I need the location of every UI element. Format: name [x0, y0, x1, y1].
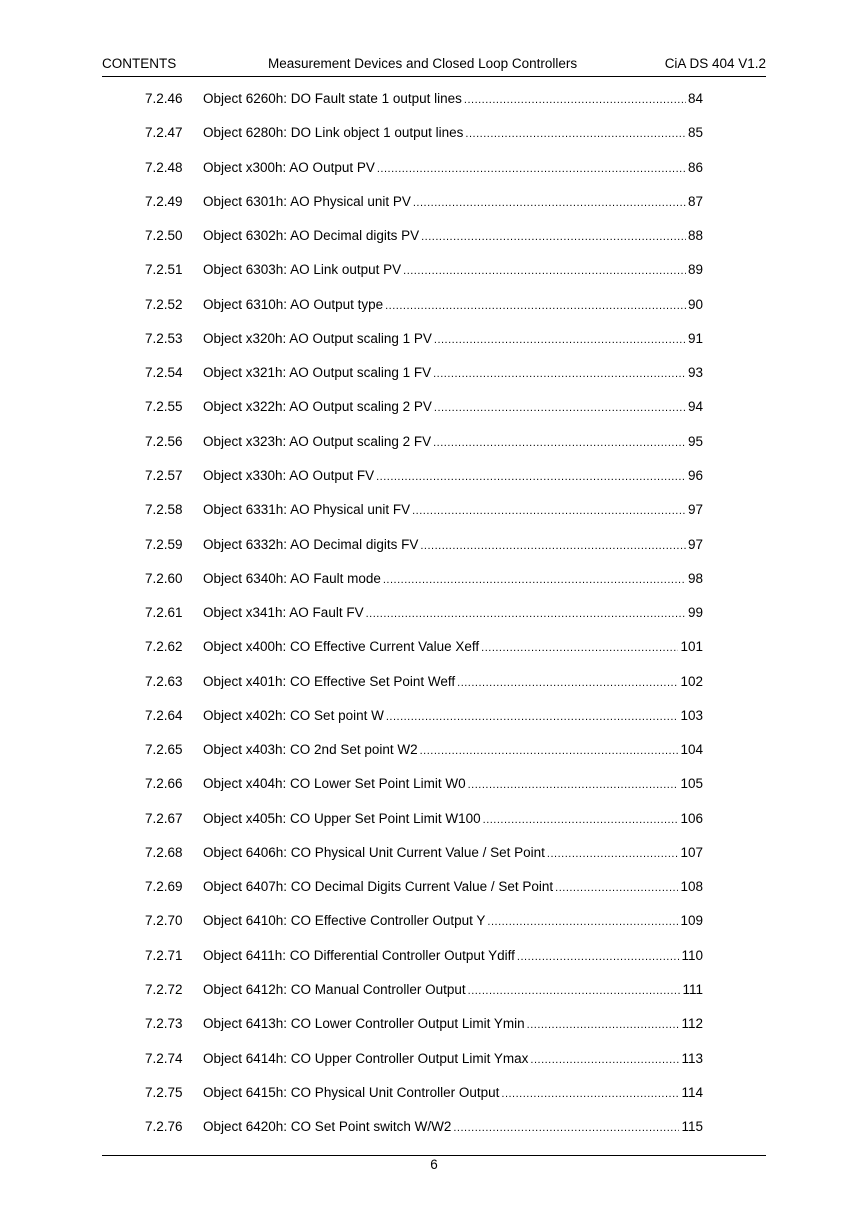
toc-dot-leader [413, 193, 686, 213]
toc-entry-page: 108 [680, 879, 703, 895]
toc-entry[interactable] [0, 1014, 868, 1034]
toc-entry-page: 115 [681, 1119, 703, 1135]
toc-entry-page: 90 [687, 296, 703, 312]
toc-dot-leader [420, 536, 686, 556]
toc-entry[interactable] [0, 158, 868, 178]
toc-entry[interactable] [0, 946, 868, 966]
toc-entry-title: Object 6260h: DO Fault state 1 output lines [203, 91, 462, 106]
toc-entry-page: 110 [681, 947, 703, 963]
toc-entry-page: 94 [687, 399, 703, 415]
toc-entry-page: 112 [681, 1016, 703, 1032]
toc-entry-page: 87 [687, 193, 703, 209]
toc-entry[interactable] [0, 637, 868, 657]
toc-entry-title: Object 6412h: CO Manual Controller Output [203, 982, 466, 998]
toc-entry-title: Object x405h: CO Upper Set Point Limit W100 [203, 810, 481, 826]
toc-entry-page: 86 [687, 159, 703, 175]
toc-entry-page: 84 [687, 91, 703, 106]
toc-entry-page: 105 [680, 776, 703, 792]
toc-entry[interactable] [0, 774, 868, 794]
toc-entry-page: 109 [680, 913, 703, 929]
toc-dot-leader [555, 878, 678, 898]
toc-entry-line [203, 843, 703, 864]
toc-entry[interactable] [0, 123, 868, 143]
toc-entry-number: 7.2.51 [145, 262, 183, 278]
toc-entry[interactable] [0, 911, 868, 931]
toc-dot-leader [481, 638, 678, 658]
toc-entry-title: Object 6332h: AO Decimal digits FV [203, 536, 419, 552]
toc-entry-title: Object 6331h: AO Physical unit FV [203, 502, 411, 518]
page-header [102, 56, 766, 76]
toc-entry-line [203, 911, 703, 932]
toc-entry-line [203, 123, 703, 144]
toc-entry-title: Object 6410h: CO Effective Controller Output Y [203, 913, 486, 929]
toc-dot-leader [547, 844, 679, 864]
toc-entry-number: 7.2.58 [145, 502, 183, 518]
toc-entry-line [203, 226, 703, 247]
toc-entry-line [203, 363, 703, 384]
toc-entry-page: 98 [687, 570, 703, 586]
toc-entry-page: 97 [687, 536, 703, 552]
toc-dot-leader [465, 124, 686, 144]
toc-dot-leader [377, 159, 686, 179]
page-number: 6 [430, 1157, 438, 1172]
toc-entry-line [203, 809, 703, 830]
toc-entry-line [203, 637, 703, 658]
toc-entry-line [203, 569, 703, 590]
toc-entry-title: Object x341h: AO Fault FV [203, 605, 364, 621]
toc-entry[interactable] [0, 260, 868, 280]
toc-entry[interactable] [0, 535, 868, 555]
toc-entry-title: Object 6280h: DO Link object 1 output lines [203, 125, 464, 141]
header-divider [102, 76, 766, 77]
toc-entry-page: 104 [680, 742, 703, 758]
toc-entry-number: 7.2.47 [145, 125, 183, 141]
toc-entry-title: Object 6407h: CO Decimal Digits Current Value / Set Point [203, 879, 554, 895]
toc-dot-leader [468, 981, 681, 1001]
toc-dot-leader [457, 673, 678, 693]
header-document-title: Measurement Devices and Closed Loop Controllers [268, 56, 578, 71]
toc-entry-number: 7.2.63 [145, 673, 183, 689]
toc-entry-page: 95 [687, 433, 703, 449]
toc-entry-line [203, 466, 703, 487]
toc-entry-page: 88 [687, 228, 703, 244]
toc-entry-page: 85 [687, 125, 703, 141]
toc-dot-leader [385, 296, 686, 316]
toc-entry-page: 106 [680, 810, 703, 826]
toc-entry-number: 7.2.55 [145, 399, 183, 415]
toc-entry-page: 111 [682, 982, 703, 998]
toc-dot-leader [366, 604, 686, 624]
toc-entry[interactable] [0, 1117, 868, 1137]
toc-entry-title: Object x300h: AO Output PV [203, 159, 375, 175]
toc-entry-number: 7.2.52 [145, 296, 183, 312]
toc-entry-title: Object x401h: CO Effective Set Point Weff [203, 673, 456, 689]
toc-entry-title: Object x322h: AO Output scaling 2 PV [203, 399, 432, 415]
toc-entry[interactable] [0, 740, 868, 760]
toc-dot-leader [501, 1084, 679, 1104]
toc-entry-page: 102 [680, 673, 703, 689]
toc-entry-number: 7.2.48 [145, 159, 183, 175]
toc-entry-number: 7.2.57 [145, 467, 183, 483]
toc-dot-leader [527, 1015, 680, 1035]
toc-entry-line [203, 740, 703, 761]
toc-entry-title: Object x403h: CO 2nd Set point W2 [203, 742, 418, 758]
toc-entry-line [203, 980, 703, 1001]
toc-entry[interactable] [0, 363, 868, 383]
toc-entry-title: Object x402h: CO Set point W [203, 707, 384, 723]
toc-dot-leader [517, 947, 680, 967]
toc-entry[interactable] [0, 295, 868, 315]
toc-entry-title: Object 6303h: AO Link output PV [203, 262, 402, 278]
toc-entry-line [203, 706, 703, 727]
toc-entry-line [203, 877, 703, 898]
toc-dot-leader [433, 364, 686, 384]
toc-entry-line [203, 1014, 703, 1035]
toc-entry[interactable] [0, 89, 868, 109]
toc-entry-number: 7.2.66 [145, 776, 183, 792]
toc-entry-line [203, 329, 703, 350]
toc-dot-leader [468, 775, 679, 795]
toc-entry[interactable] [0, 672, 868, 692]
toc-entry-number: 7.2.68 [145, 844, 183, 860]
toc-entry[interactable] [0, 1083, 868, 1103]
toc-entry-line [203, 397, 703, 418]
toc-entry-number: 7.2.75 [145, 1084, 183, 1100]
toc-entry-number: 7.2.50 [145, 228, 183, 244]
toc-entry-page: 91 [687, 330, 703, 346]
toc-entry-line [203, 432, 703, 453]
toc-entry[interactable] [0, 569, 868, 589]
toc-entry[interactable] [0, 192, 868, 212]
header-document-id: CiA DS 404 V1.2 [664, 56, 766, 71]
toc-entry-title: Object 6414h: CO Upper Controller Output Limit Ymax [203, 1050, 529, 1066]
toc-entry-number: 7.2.46 [145, 91, 183, 106]
toc-entry[interactable] [0, 397, 868, 417]
toc-dot-leader [376, 467, 686, 487]
toc-entry-title: Object 6310h: AO Output type [203, 296, 384, 312]
toc-entry-number: 7.2.69 [145, 879, 183, 895]
toc-entry-number: 7.2.72 [145, 982, 183, 998]
toc-dot-leader [434, 398, 686, 418]
toc-entry-line [203, 89, 703, 110]
toc-dot-leader [403, 261, 686, 281]
toc-entry-title: Object x400h: CO Effective Current Value Xeff [203, 639, 480, 655]
toc-entry-line [203, 774, 703, 795]
toc-entry-number: 7.2.70 [145, 913, 183, 929]
toc-entry[interactable] [0, 603, 868, 623]
toc-entry-number: 7.2.56 [145, 433, 183, 449]
toc-entry-line [203, 672, 703, 693]
toc-entry-number: 7.2.64 [145, 707, 183, 723]
toc-entry-page: 113 [681, 1050, 703, 1066]
toc-entry-title: Object 6413h: CO Lower Controller Output Limit Ymin [203, 1016, 525, 1032]
toc-entry-line [203, 946, 703, 967]
toc-entry[interactable] [0, 500, 868, 520]
toc-dot-leader [487, 912, 678, 932]
toc-entry[interactable] [0, 980, 868, 1000]
toc-dot-leader [420, 741, 679, 761]
toc-entry-page: 101 [680, 639, 703, 655]
toc-entry-title: Object 6406h: CO Physical Unit Current Value / Set Point [203, 844, 545, 860]
toc-entry-page: 99 [687, 605, 703, 621]
toc-entry-line [203, 603, 703, 624]
toc-entry-line [203, 260, 703, 281]
toc-entry-number: 7.2.76 [145, 1119, 183, 1135]
toc-entry-title: Object x323h: AO Output scaling 2 FV [203, 433, 432, 449]
toc-entry-number: 7.2.65 [145, 742, 183, 758]
toc-entry-title: Object 6301h: AO Physical unit PV [203, 193, 411, 209]
toc-entry[interactable] [0, 329, 868, 349]
toc-entry[interactable] [0, 432, 868, 452]
toc-entry[interactable] [0, 466, 868, 486]
toc-entry-title: Object x321h: AO Output scaling 1 FV [203, 365, 432, 381]
toc-entry-page: 114 [681, 1084, 703, 1100]
toc-entry-number: 7.2.60 [145, 570, 183, 586]
header-section-label: CONTENTS [102, 56, 177, 71]
toc-entry-line [203, 158, 703, 179]
toc-entry-number: 7.2.59 [145, 536, 183, 552]
toc-entry-line [203, 1117, 703, 1138]
toc-entry-number: 7.2.67 [145, 810, 183, 826]
toc-entry-page: 96 [687, 467, 703, 483]
toc-dot-leader [453, 1118, 679, 1138]
toc-entry[interactable] [0, 843, 868, 863]
toc-entry-number: 7.2.49 [145, 193, 183, 209]
toc-dot-leader [464, 90, 686, 110]
toc-entry[interactable] [0, 809, 868, 829]
toc-entry-title: Object x330h: AO Output FV [203, 467, 375, 483]
toc-entry[interactable] [0, 226, 868, 246]
toc-entry-line [203, 295, 703, 316]
footer-divider [102, 1155, 766, 1156]
toc-dot-leader [433, 433, 686, 453]
toc-entry-title: Object 6340h: AO Fault mode [203, 570, 381, 586]
toc-entry-line [203, 500, 703, 521]
toc-dot-leader [412, 501, 686, 521]
toc-entry-number: 7.2.74 [145, 1050, 183, 1066]
toc-entry-title: Object x320h: AO Output scaling 1 PV [203, 330, 432, 346]
toc-entry-line [203, 1049, 703, 1070]
toc-entry-title: Object 6411h: CO Differential Controller Output Ydiff [203, 947, 515, 963]
toc-entry-number: 7.2.71 [145, 947, 183, 963]
toc-dot-leader [434, 330, 686, 350]
toc-entry[interactable] [0, 1049, 868, 1069]
toc-entry-number: 7.2.61 [145, 605, 183, 621]
toc-dot-leader [383, 570, 686, 590]
toc-entry-line [203, 1083, 703, 1104]
toc-entry-line [203, 192, 703, 213]
toc-dot-leader [386, 707, 679, 727]
toc-entry-page: 89 [687, 262, 703, 278]
toc-entry-page: 103 [680, 707, 703, 723]
toc-entry-title: Object 6420h: CO Set Point switch W/W2 [203, 1119, 452, 1135]
toc-entry-page: 97 [687, 502, 703, 518]
toc-entry-number: 7.2.54 [145, 365, 183, 381]
toc-entry-number: 7.2.53 [145, 330, 183, 346]
toc-entry-page: 93 [687, 365, 703, 381]
toc-dot-leader [421, 227, 686, 247]
toc-dot-leader [483, 810, 679, 830]
toc-entry-line [203, 535, 703, 556]
toc-entry-number: 7.2.73 [145, 1016, 183, 1032]
toc-entry-title: Object 6302h: AO Decimal digits PV [203, 228, 420, 244]
toc-entry[interactable] [0, 706, 868, 726]
toc-entry-title: Object x404h: CO Lower Set Point Limit W0 [203, 776, 466, 792]
toc-entry-title: Object 6415h: CO Physical Unit Controller Output [203, 1084, 500, 1100]
toc-entry-page: 107 [680, 844, 703, 860]
toc-dot-leader [530, 1050, 679, 1070]
toc-entry[interactable] [0, 877, 868, 897]
toc-entry-number: 7.2.62 [145, 639, 183, 655]
